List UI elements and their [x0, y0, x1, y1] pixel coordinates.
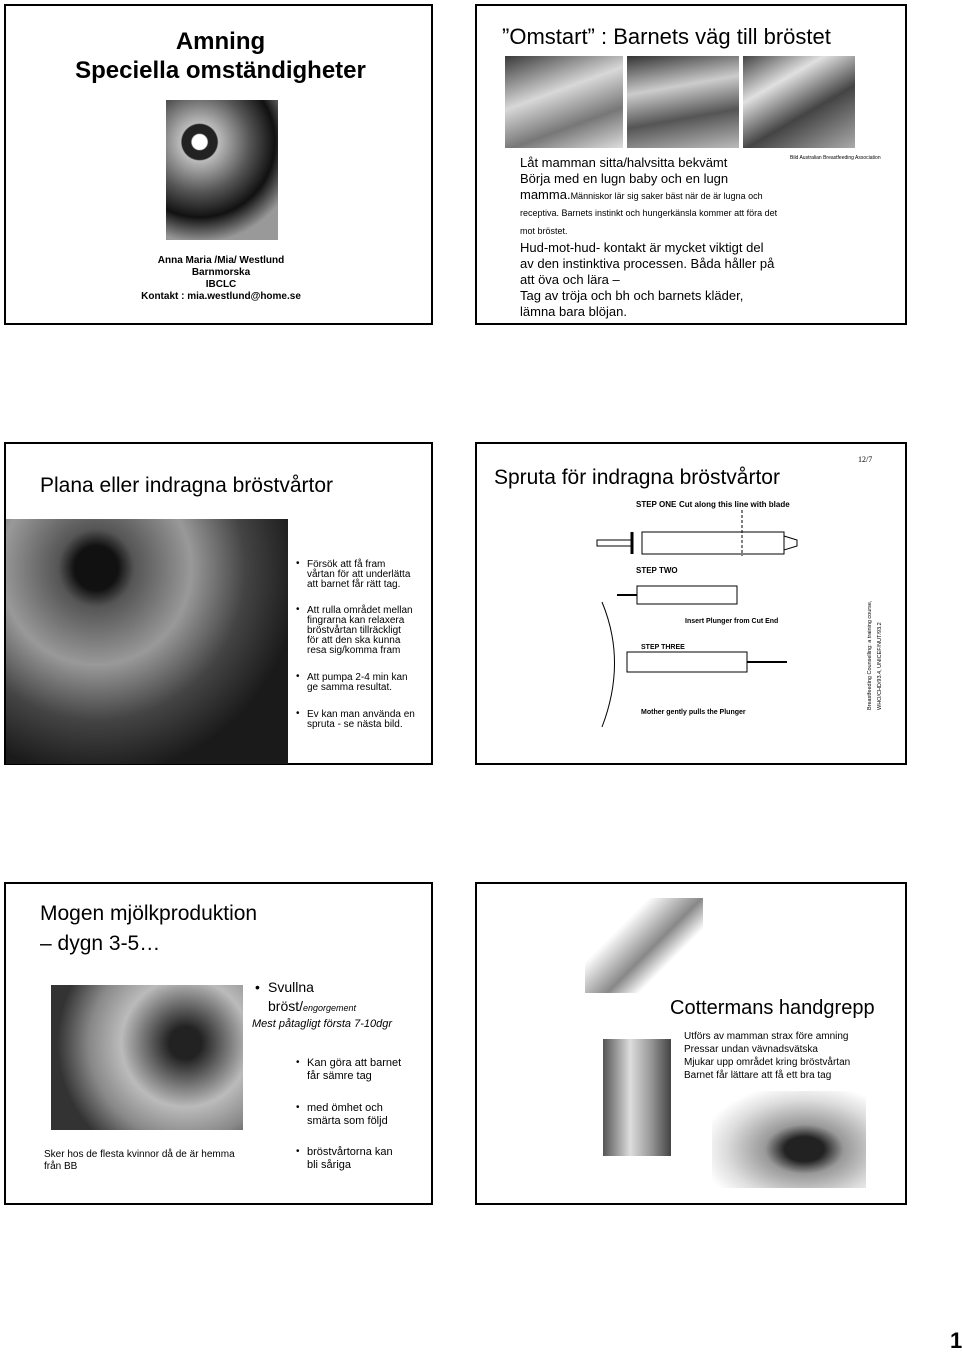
- bullet-line: resa sig/komma fram: [307, 645, 401, 656]
- title-line-2: – dygn 3-5…: [40, 932, 161, 955]
- sub-bullet-line: får sämre tag: [307, 1070, 372, 1082]
- body-line: lämna bara blöjan.: [520, 304, 627, 319]
- step-two-label: STEP TWO: [636, 566, 678, 575]
- photo-caption: [44, 1149, 235, 1173]
- title-line-1: Mogen mjölkproduktion: [40, 902, 258, 925]
- body-line: mot bröstet.: [520, 226, 568, 236]
- author-name: Anna Maria /Mia/ Westlund: [157, 255, 285, 266]
- body-line: Barnet får lättare att få ett bra tag: [684, 1070, 832, 1081]
- hand-photo-1: [585, 898, 703, 993]
- caption-line: Sker hos de flesta kvinnor då de är hemma: [44, 1149, 235, 1160]
- engorged-breast-photo: [51, 985, 243, 1130]
- source-citation: [865, 601, 885, 710]
- body-line: Hud-mot-hud- kontakt är mycket viktigt del: [520, 240, 764, 255]
- breast-outline: [602, 602, 615, 727]
- areola-photo: [712, 1091, 866, 1188]
- slide-reference: 12/7: [858, 455, 873, 464]
- slide-title: Plana eller indragna bröstvårtor: [40, 474, 333, 497]
- term-text: engorgement: [303, 1003, 357, 1013]
- slide-4: [475, 442, 907, 765]
- bullet-line: bröstvårtan tillräckligt: [307, 625, 401, 636]
- bullet-line: • Ev kan man använda en: [307, 709, 415, 720]
- body-line: Mjukar upp området kring bröstvårtan: [684, 1057, 851, 1068]
- sub-bullet-line: • med ömhet och: [307, 1102, 383, 1114]
- title-line-2: Speciella omständigheter: [75, 57, 366, 84]
- bullet-line: vårtan för att underlätta: [307, 569, 411, 580]
- baby-photo-2: [627, 56, 739, 148]
- baby-photo-1: [505, 56, 623, 148]
- citation-line: Breastfeeding Counselling: a training course,: [867, 600, 873, 710]
- slide-body: [520, 155, 900, 320]
- author-info: [126, 255, 316, 303]
- applied-syringe: [627, 652, 747, 672]
- author-contact: Kontakt : mia.westlund@home.se: [141, 291, 301, 302]
- body-line: Tag av tröja och bh och barnets kläder,: [520, 288, 744, 303]
- body-line: [520, 187, 900, 204]
- caption-line: från BB: [44, 1161, 78, 1172]
- image-credit: Bild Australian Breastfeeding Association: [790, 155, 881, 161]
- step-three-label: STEP THREE: [641, 644, 685, 651]
- body-line: receptiva. Barnets instinkt och hungerkänsla kommer att föra det: [520, 208, 778, 218]
- slide-body: [684, 1030, 850, 1082]
- citation-line: WHO/CHD/93.4, UNICEF/NUT/93.2: [877, 622, 883, 710]
- sub-bullet-line: • bröstvårtorna kan: [307, 1146, 393, 1158]
- syringe-tip: [784, 536, 797, 550]
- bullet-line: spruta - se nästa bild.: [307, 719, 403, 730]
- bullet-line: att barnet får rätt tag.: [307, 579, 401, 590]
- page-number: 1: [950, 1328, 962, 1353]
- sub-bullet-line: smärta som följd: [307, 1115, 388, 1127]
- bullet-item: [307, 560, 410, 590]
- slide-title: [40, 899, 257, 959]
- syringe-barrel: [642, 532, 784, 554]
- newborn-photo: [166, 100, 278, 240]
- bullet-line: • Att pumpa 2-4 min kan: [307, 672, 408, 683]
- author-cert: IBCLC: [205, 279, 237, 290]
- slide-title: ”Omstart” : Barnets väg till bröstet: [502, 24, 831, 49]
- bullet-item: [307, 606, 413, 656]
- slide-2: [475, 4, 907, 325]
- syringe-plunger: [597, 540, 632, 546]
- main-bullet-text: bröst/: [268, 998, 304, 1014]
- bullet-item: [307, 710, 415, 730]
- mother-instruction: Mother gently pulls the Plunger: [641, 709, 746, 716]
- body-text: mamma.: [520, 187, 571, 202]
- main-bullet-line: Svullna: [268, 979, 314, 995]
- author-role: Barnmorska: [191, 267, 251, 278]
- bullet-line: ge samma resultat.: [307, 682, 393, 693]
- body-line: Pressar undan vävnadsvätska: [684, 1044, 818, 1055]
- body-line: att öva och lära –: [520, 272, 620, 287]
- bullet-line: fingrarna kan relaxera: [307, 615, 405, 626]
- cut-syringe: [637, 586, 737, 604]
- slide-1: [4, 4, 433, 325]
- bullet-line: • Försök att få fram: [307, 559, 386, 570]
- slide-title: Spruta för indragna bröstvårtor: [494, 466, 780, 489]
- step-one-label: STEP ONE: [636, 500, 677, 509]
- body-small-text: Människor lär sig saker bäst när de är lugna och: [570, 191, 763, 201]
- sub-bullet: [307, 1102, 388, 1128]
- body-line: Börja med en lugn baby och en lugn: [520, 171, 729, 186]
- body-line: Låt mamman sitta/halvsitta bekvämt: [520, 155, 728, 170]
- sub-bullet: [307, 1057, 401, 1083]
- hand-photo-2: [603, 1039, 671, 1156]
- slide-title: [6, 27, 435, 85]
- emphasis-text: Mest påtagligt första 7-10dgr: [252, 1018, 393, 1030]
- nipple-photo: [6, 519, 288, 764]
- sub-bullet: [307, 1146, 393, 1172]
- cut-instruction: Cut along this line with blade: [679, 500, 790, 509]
- insert-instruction: Insert Plunger from Cut End: [685, 618, 779, 625]
- sub-bullet-line: • Kan göra att barnet: [307, 1057, 402, 1069]
- body-line: Utförs av mamman strax före amning: [684, 1031, 849, 1042]
- main-bullet-line: [268, 997, 356, 1018]
- baby-photo-3: [743, 56, 855, 148]
- bullet-line: för att den ska kunna: [307, 635, 401, 646]
- title-line-1: Amning: [175, 28, 266, 55]
- slide-6: [475, 882, 907, 1205]
- bullet-item: [307, 673, 408, 693]
- slide-3: [4, 442, 433, 765]
- bullet-line: • Att rulla området mellan: [307, 605, 413, 616]
- slide-5: [4, 882, 433, 1205]
- main-bullet: • Svullna bröst/engorgement: [268, 978, 356, 1018]
- body-line: av den instinktiva processen. Båda håller på: [520, 256, 775, 271]
- slide-title: Cottermans handgrepp: [670, 997, 875, 1019]
- sub-bullet-line: bli såriga: [307, 1159, 352, 1171]
- syringe-diagram: [587, 492, 847, 752]
